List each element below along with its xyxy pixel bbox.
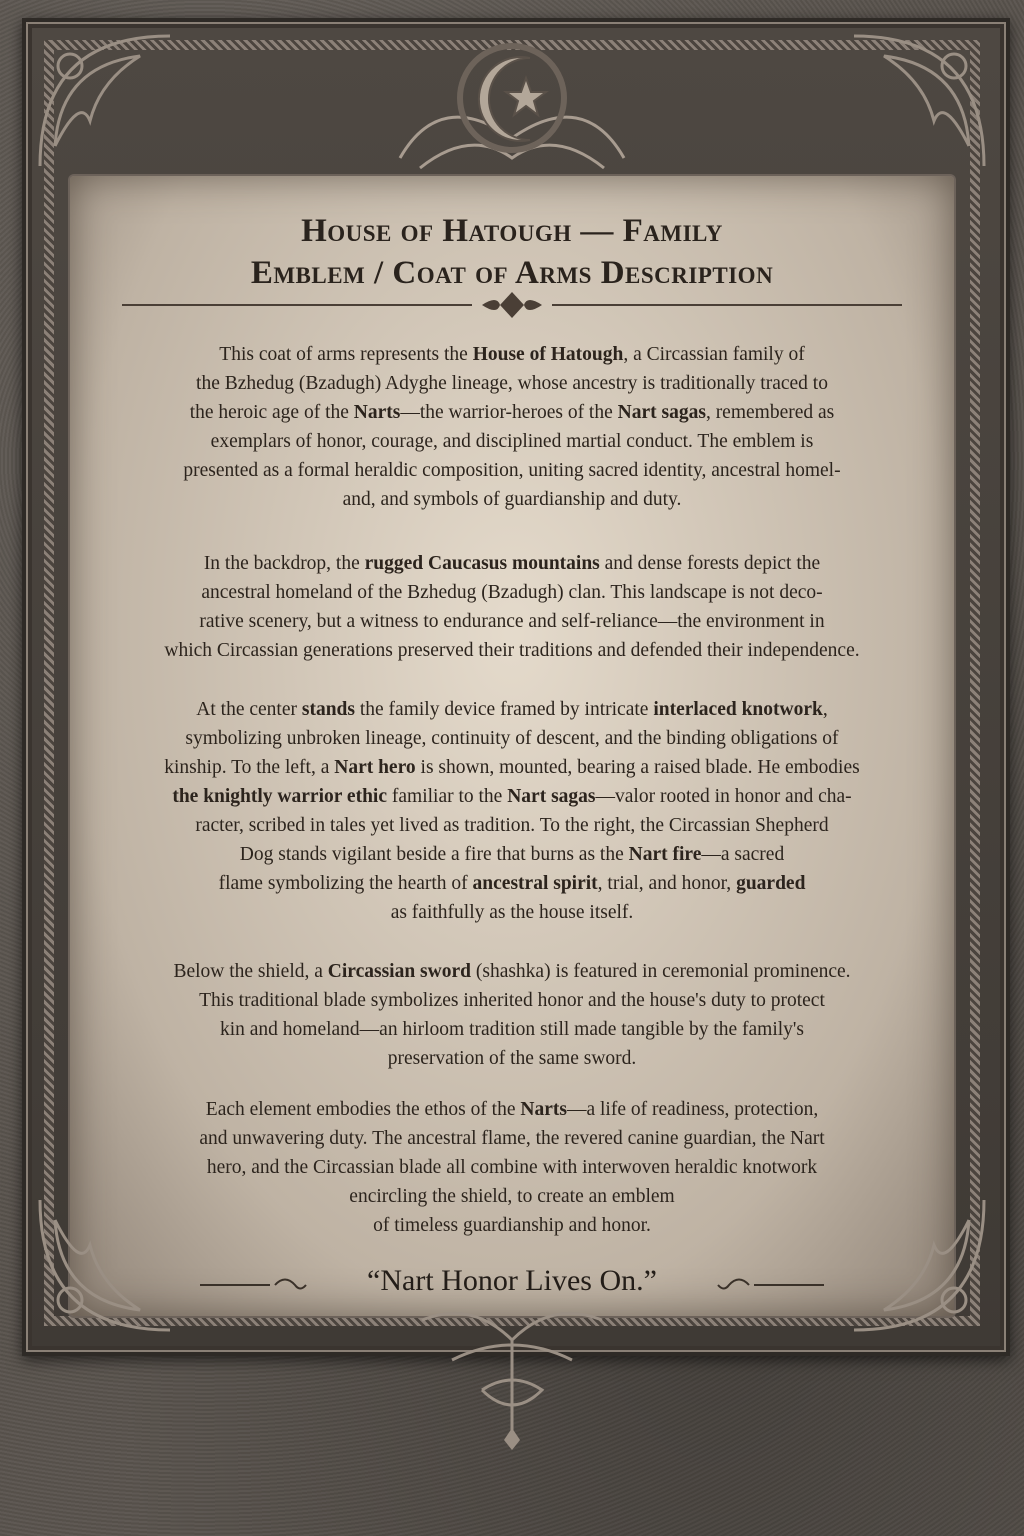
- text-line: [104, 1124, 920, 1153]
- text-segment: Each element embodies the ethos of the: [205, 1099, 521, 1120]
- page-title: [110, 210, 914, 294]
- paragraph-backdrop: [104, 549, 920, 665]
- emphasis-text: interlaced knotwork: [653, 699, 823, 720]
- text-line: [104, 549, 920, 578]
- text-line: [104, 398, 920, 427]
- emphasis-text: Nart fire: [628, 844, 702, 865]
- text-line: [104, 1211, 920, 1240]
- text-segment: ancestral homeland of the Bzhedug (Bzadugh) clan. This landscape is not deco-: [201, 582, 823, 603]
- text-line: [104, 456, 920, 485]
- paragraph-sword: [104, 957, 920, 1073]
- fleur-crest-icon: [412, 1300, 612, 1450]
- emphasis-text: stands: [301, 699, 355, 720]
- text-line: [104, 578, 920, 607]
- text-segment: This traditional blade symbolizes inherited honor and the house's duty to protect: [199, 990, 825, 1011]
- text-segment: In the backdrop, the: [203, 553, 365, 574]
- text-line: [104, 695, 920, 724]
- corner-flourish-icon: [30, 26, 180, 176]
- emphasis-text: Narts: [520, 1099, 567, 1120]
- text-segment: familiar to the: [387, 786, 508, 807]
- text-line: [104, 753, 920, 782]
- text-segment: as faithfully as the house itself.: [390, 902, 634, 923]
- text-segment: Below the shield, a: [173, 961, 328, 982]
- text-segment: presented as a formal heraldic composition, uniting sacred identity, ancestral homel-: [183, 460, 841, 481]
- text-segment: the Bzhedug (Bzadugh) Adyghe lineage, whose ancestry is traditionally traced to: [196, 373, 828, 394]
- text-line: [104, 986, 920, 1015]
- text-line: [104, 1044, 920, 1073]
- text-segment: racter, scribed in tales yet lived as tradition. To the right, the Circassian Shepherd: [195, 815, 829, 836]
- text-segment: symbolizing unbroken lineage, continuity of descent, and the binding obligations of: [185, 728, 839, 749]
- text-line: [104, 1182, 920, 1211]
- motto-text: “Nart Honor Lives On.”: [367, 1264, 657, 1297]
- text-line: [104, 636, 920, 665]
- text-segment: encircling the shield, to create an emblem: [349, 1186, 675, 1207]
- emphasis-text: Nart sagas: [617, 402, 706, 423]
- text-segment: kin and homeland—an hirloom tradition still made tangible by the family's: [219, 1019, 805, 1040]
- text-segment: preservation of the same sword.: [387, 1048, 637, 1069]
- emphasis-text: Nart hero: [334, 757, 416, 778]
- text-line: [104, 485, 920, 514]
- text-segment: of timeless guardianship and honor.: [373, 1215, 651, 1236]
- crescent-star-icon: [380, 28, 644, 178]
- emphasis-text: guarded: [736, 873, 806, 894]
- text-segment: exemplars of honor, courage, and disciplined martial conduct. The emblem is: [210, 431, 814, 452]
- text-segment: and dense forests depict the: [599, 553, 821, 574]
- text-line: [104, 869, 920, 898]
- title-line-1: House of Hatough — Family: [301, 213, 723, 249]
- text-segment: , trial, and honor,: [597, 873, 737, 894]
- emphasis-text: ancestral spirit: [472, 873, 598, 894]
- text-segment: flame symbolizing the hearth of: [218, 873, 473, 894]
- text-line: [104, 811, 920, 840]
- text-line: [104, 1095, 920, 1124]
- paragraph-ethos: [104, 1095, 920, 1240]
- text-segment: hero, and the Circassian blade all combine with interwoven heraldic knotwork: [206, 1157, 818, 1178]
- emphasis-text: House of Hatough: [472, 344, 624, 365]
- text-segment: —a life of readiness, protection,: [566, 1099, 819, 1120]
- text-segment: and, and symbols of guardianship and duty.: [342, 489, 682, 510]
- text-line: [104, 898, 920, 927]
- motto-banner: [200, 1262, 824, 1308]
- text-segment: which Circassian generations preserved their traditions and defended their independence.: [164, 640, 860, 661]
- corner-flourish-icon: [844, 26, 994, 176]
- fleur-divider-icon: [122, 290, 902, 320]
- text-segment: ,: [822, 699, 828, 720]
- text-line: [104, 840, 920, 869]
- text-segment: the family device framed by intricate: [354, 699, 654, 720]
- text-line: [104, 724, 920, 753]
- text-segment: and unwavering duty. The ancestral flame, the revered canine guardian, the Nart: [199, 1128, 825, 1149]
- emphasis-text: rugged Caucasus mountains: [364, 553, 600, 574]
- text-segment: —a sacred: [701, 844, 785, 865]
- text-segment: Dog stands vigilant beside a fire that burns as the: [239, 844, 629, 865]
- text-segment: , remembered as: [705, 402, 835, 423]
- text-segment: At the center: [196, 699, 302, 720]
- text-line: [104, 340, 920, 369]
- text-segment: rative scenery, but a witness to endurance and self-reliance—the environment in: [199, 611, 825, 632]
- emphasis-text: Narts: [353, 402, 401, 423]
- text-line: [104, 607, 920, 636]
- text-line: [104, 782, 920, 811]
- text-segment: —the warrior-heroes of the: [400, 402, 618, 423]
- text-segment: , a Circassian family of: [623, 344, 805, 365]
- emphasis-text: Circassian sword: [327, 961, 471, 982]
- text-line: [104, 957, 920, 986]
- text-segment: —valor rooted in honor and cha-: [595, 786, 852, 807]
- paragraph-intro: [104, 340, 920, 514]
- title-line-2: Emblem / Coat of Arms Description: [250, 255, 774, 291]
- emphasis-text: Nart sagas: [507, 786, 596, 807]
- text-segment: the heroic age of the: [189, 402, 354, 423]
- paragraph-center: [104, 695, 920, 927]
- emphasis-text: the knightly warrior ethic: [172, 786, 387, 807]
- text-line: [104, 1153, 920, 1182]
- text-segment: is shown, mounted, bearing a raised blade. He embodies: [415, 757, 860, 778]
- text-segment: This coat of arms represents the: [219, 344, 473, 365]
- text-segment: kinship. To the left, a: [164, 757, 335, 778]
- text-segment: (shashka) is featured in ceremonial prominence.: [470, 961, 851, 982]
- text-line: [104, 1015, 920, 1044]
- text-line: [104, 369, 920, 398]
- scroll-flourish-icon: [714, 1274, 824, 1296]
- text-line: [104, 427, 920, 456]
